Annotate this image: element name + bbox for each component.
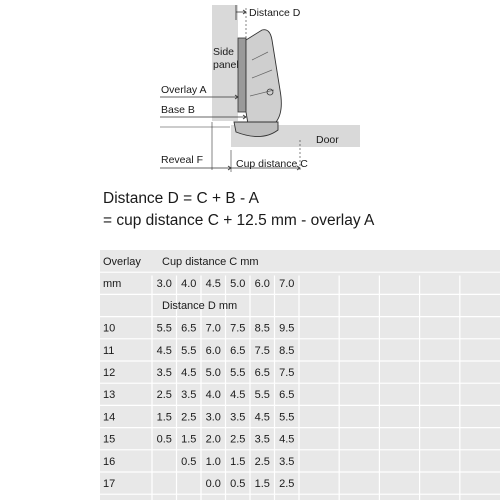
formula-line-1: Distance D = C + B - A: [103, 190, 259, 207]
cell-10-4: 8.5: [254, 322, 270, 335]
row-overlay-16: 16: [103, 455, 116, 468]
row-overlay-14: 14: [103, 411, 116, 424]
cell-12-5: 7.5: [279, 367, 295, 379]
cell-12-0: 3.5: [156, 367, 172, 379]
cell-17-3: 0.5: [230, 478, 246, 490]
cell-11-1: 5.5: [181, 344, 197, 357]
cell-15-5: 4.5: [279, 433, 295, 446]
cell-10-1: 6.5: [181, 322, 197, 335]
cell-13-2: 4.0: [205, 389, 221, 402]
label-distance-d: Distance D: [249, 7, 301, 19]
cell-16-4: 2.5: [254, 455, 270, 468]
cell-13-0: 2.5: [156, 389, 172, 402]
cell-11-5: 8.5: [279, 344, 295, 357]
cell-13-4: 5.5: [254, 389, 270, 402]
cup-value-3: 5.0: [230, 278, 246, 290]
row-overlay-15: 15: [103, 433, 116, 446]
distance-table-grid: [100, 250, 500, 500]
cell-11-2: 6.0: [205, 344, 221, 357]
cell-14-1: 2.5: [181, 411, 197, 424]
cell-12-2: 5.0: [205, 367, 221, 379]
cell-16-2: 1.0: [205, 455, 221, 468]
overlay-unit-header: mm: [103, 278, 122, 290]
cell-13-5: 6.5: [279, 389, 295, 402]
cell-10-3: 7.5: [230, 322, 246, 335]
label-cup-distance-c: Cup distance C: [236, 158, 308, 170]
cup-distance-header: Cup distance C mm: [162, 256, 259, 268]
label-side-panel-2: panel: [213, 59, 239, 71]
cell-16-5: 3.5: [279, 455, 295, 468]
label-door: Door: [316, 134, 339, 146]
cup-value-5: 7.0: [279, 278, 295, 290]
cell-14-0: 1.5: [156, 411, 172, 424]
distance-table: [100, 250, 500, 500]
cell-11-0: 4.5: [156, 344, 172, 357]
cell-17-2: 0.0: [205, 478, 221, 490]
row-overlay-10: 10: [103, 322, 116, 335]
cell-12-4: 6.5: [254, 367, 270, 379]
cell-11-3: 6.5: [230, 344, 246, 357]
cell-13-1: 3.5: [181, 389, 197, 402]
label-side-panel-1: Side: [213, 46, 235, 58]
cell-10-0: 5.5: [156, 322, 172, 335]
cell-15-2: 2.0: [205, 433, 221, 446]
cell-14-5: 5.5: [279, 411, 295, 424]
overlay-header: Overlay: [103, 256, 141, 268]
distance-d-header: Distance D mm: [162, 300, 238, 312]
cup-value-4: 6.0: [254, 278, 270, 290]
cup-value-1: 4.0: [181, 278, 197, 290]
cell-14-3: 3.5: [230, 411, 246, 424]
row-overlay-12: 12: [103, 367, 116, 379]
row-overlay-17: 17: [103, 478, 116, 490]
cell-15-0: 0.5: [156, 433, 172, 446]
cell-13-3: 4.5: [230, 389, 246, 402]
row-overlay-11: 11: [103, 344, 115, 357]
cell-12-1: 4.5: [181, 367, 197, 379]
cell-10-5: 9.5: [279, 322, 295, 335]
cell-17-5: 2.5: [279, 478, 295, 490]
cell-14-4: 4.5: [254, 411, 270, 424]
cell-12-3: 5.5: [230, 367, 246, 379]
cell-15-1: 1.5: [181, 433, 197, 446]
cell-16-3: 1.5: [230, 455, 246, 468]
cup-value-0: 3.0: [156, 278, 172, 290]
cup-value-2: 4.5: [205, 278, 221, 290]
cell-10-2: 7.0: [205, 322, 221, 335]
row-overlay-13: 13: [103, 389, 116, 402]
cell-15-4: 3.5: [254, 433, 270, 446]
hinge-arm-shape: [246, 30, 281, 124]
label-base-b: Base B: [161, 104, 195, 116]
cell-16-1: 0.5: [181, 455, 197, 468]
mounting-plate-shape: [238, 38, 246, 112]
cell-15-3: 2.5: [230, 433, 246, 446]
hinge-diagram: [0, 0, 500, 180]
cell-11-4: 7.5: [254, 344, 270, 357]
cell-17-4: 1.5: [254, 478, 270, 490]
label-reveal-f: Reveal F: [161, 154, 204, 166]
cell-14-2: 3.0: [205, 411, 221, 424]
label-overlay-a: Overlay A: [161, 84, 207, 96]
formula-line-2: = cup distance C + 12.5 mm - overlay A: [103, 212, 375, 229]
